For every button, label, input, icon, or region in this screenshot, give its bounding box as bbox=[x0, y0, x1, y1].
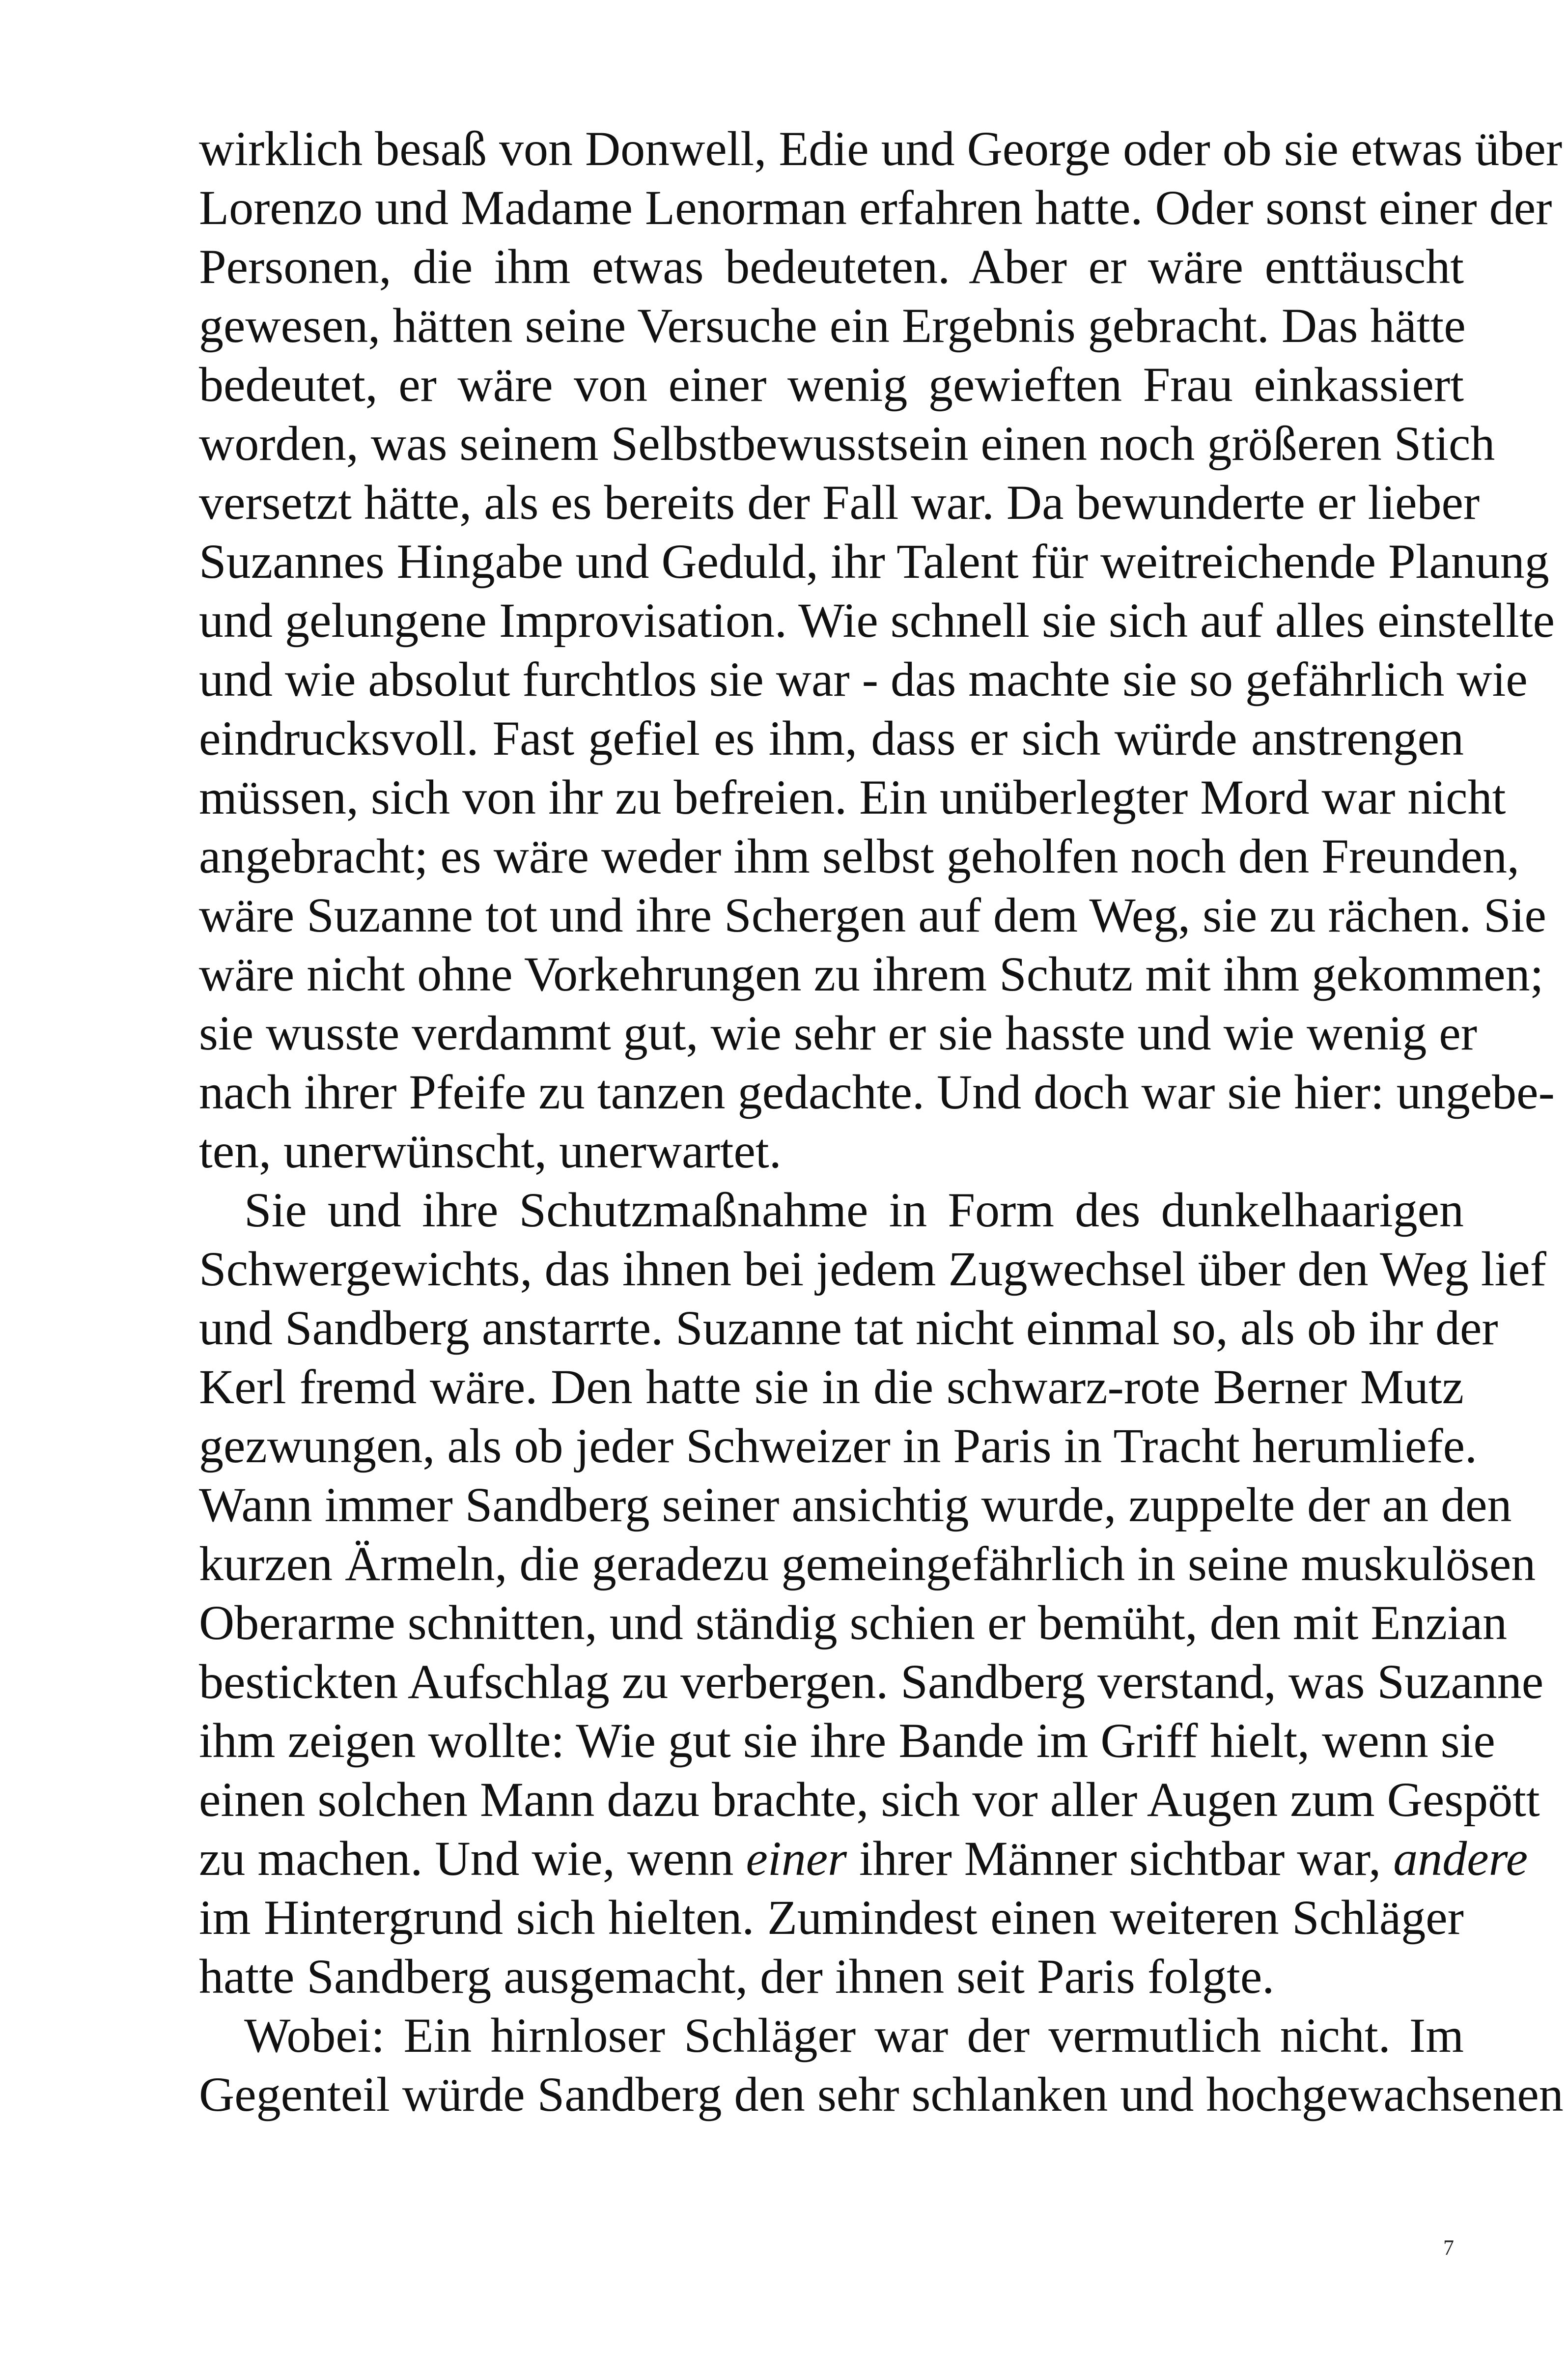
text-run: zu machen. Und wie, wenn bbox=[199, 1831, 746, 1886]
text-line: eindrucksvoll. Fast gefiel es ihm, dass er sich würde anstrengen bbox=[199, 711, 1464, 765]
text-line: nach ihrer Pfeife zu tanzen gedachte. Und doch war sie hier: ungebe- bbox=[199, 1065, 1555, 1119]
text-line: kurzen Ärmeln, die geradezu gemeingefährlich in seine muskulösen bbox=[199, 1536, 1536, 1591]
body-text bbox=[199, 119, 1564, 2124]
text-line: Kerl fremd wäre. Den hatte sie in die schwarz-rote Berner Mutz bbox=[199, 1360, 1464, 1414]
text-line: bestickten Aufschlag zu verbergen. Sandberg verstand, was Suzanne bbox=[199, 1654, 1544, 1709]
text-line: ihm zeigen wollte: Wie gut sie ihre Bande im Griff hielt, wenn sie bbox=[199, 1713, 1495, 1768]
text-line: worden, was seinem Selbstbewusstsein einen noch größeren Stich bbox=[199, 416, 1495, 471]
text-line: wäre nicht ohne Vorkehrungen zu ihrem Schutz mit ihm gekommen; bbox=[199, 947, 1544, 1001]
text-line: gewesen, hätten seine Versuche ein Ergebnis gebracht. Das hätte bbox=[199, 298, 1466, 353]
text-line: ten, unerwünscht, unerwartet. bbox=[199, 1124, 782, 1178]
paragraph-first-line: Sie und ihre Schutzmaßnahme in Form des dunkelhaarigen bbox=[244, 1183, 1464, 1237]
text-line: Wann immer Sandberg seiner ansichtig wurde, zuppelte der an den bbox=[199, 1477, 1512, 1532]
text-line: wirklich besaß von Donwell, Edie und George oder ob sie etwas über bbox=[199, 121, 1563, 176]
text-line: Schwergewichts, das ihnen bei jedem Zugwechsel über den Weg lief bbox=[199, 1242, 1546, 1296]
text-line: bedeutet, er wäre von einer wenig gewieften Frau einkassiert bbox=[199, 357, 1464, 412]
emphasis-word: einer bbox=[746, 1831, 847, 1886]
emphasis-word: andere bbox=[1393, 1831, 1528, 1886]
text-line: müssen, sich von ihr zu befreien. Ein unüberlegter Mord war nicht bbox=[199, 770, 1506, 824]
text-line: Gegenteil würde Sandberg den sehr schlanken und hochgewachsenen bbox=[199, 2067, 1564, 2122]
paragraph-first-line: Wobei: Ein hirnloser Schläger war der vermutlich nicht. Im bbox=[244, 2008, 1464, 2063]
text-line: wäre Suzanne tot und ihre Schergen auf dem Weg, sie zu rächen. Sie bbox=[199, 888, 1546, 942]
text-line: Oberarme schnitten, und ständig schien er bemüht, den mit Enzian bbox=[199, 1595, 1508, 1650]
page-number: 7 bbox=[1443, 2236, 1454, 2260]
text-run: ihrer Männer sichtbar war, bbox=[847, 1831, 1394, 1886]
text-line: und gelungene Improvisation. Wie schnell sie sich auf alles einstellte bbox=[199, 593, 1555, 648]
text-line: und wie absolut furchtlos sie war - das machte sie so gefährlich wie bbox=[199, 652, 1528, 707]
text-line: Lorenzo und Madame Lenorman erfahren hatte. Oder sonst einer der bbox=[199, 180, 1552, 235]
text-line: hatte Sandberg ausgemacht, der ihnen seit Paris folgte. bbox=[199, 1949, 1275, 2004]
text-line: im Hintergrund sich hielten. Zumindest einen weiteren Schläger bbox=[199, 1890, 1464, 1945]
text-line-with-emphasis bbox=[199, 1829, 1528, 1888]
text-line: und Sandberg anstarrte. Suzanne tat nicht einmal so, als ob ihr der bbox=[199, 1301, 1498, 1355]
text-line: versetzt hätte, als es bereits der Fall war. Da bewunderte er lieber bbox=[199, 475, 1480, 530]
text-line: gezwungen, als ob jeder Schweizer in Paris in Tracht herumliefe. bbox=[199, 1418, 1478, 1473]
text-line: Suzannes Hingabe und Geduld, ihr Talent für weitreichende Planung bbox=[199, 534, 1549, 589]
text-line: Personen, die ihm etwas bedeuteten. Aber er wäre enttäuscht bbox=[199, 239, 1464, 294]
text-line: einen solchen Mann dazu brachte, sich vor aller Augen zum Gespött bbox=[199, 1772, 1540, 1827]
text-line: sie wusste verdammt gut, wie sehr er sie hasste und wie wenig er bbox=[199, 1006, 1478, 1060]
text-line: angebracht; es wäre weder ihm selbst geholfen noch den Freunden, bbox=[199, 829, 1519, 883]
